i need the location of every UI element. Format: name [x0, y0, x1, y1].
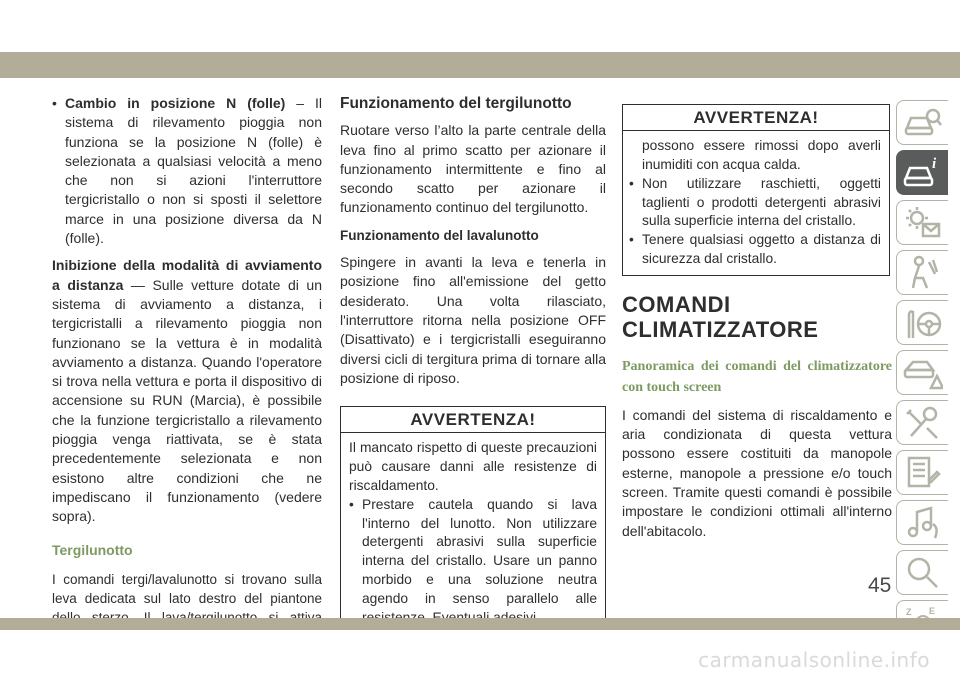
bullet-dot: •: [629, 175, 634, 191]
svg-text:i: i: [931, 155, 936, 172]
warning-bullet: [629, 231, 881, 269]
section-title-line-1: COMANDI: [622, 291, 731, 317]
warning-bullet: [629, 175, 881, 231]
tab-safety[interactable]: [896, 250, 948, 295]
chapter-tabs: [896, 100, 960, 650]
heading-rear-washer-operation: Funzionamento del lavalunotto: [340, 227, 539, 243]
bullet-dot: •: [349, 496, 354, 512]
warning-body: [623, 131, 889, 275]
warning-continuation-text: possono essere rimossi dopo averli inumiditi con acqua calda.: [642, 138, 881, 173]
paragraph-rear-wiper-operation: Ruotare verso l’alto la parte centrale della leva fino al primo scatto per azionare il funzionamento intermittente e fino al secondo scatto per azionare il funzionamento continuo del tergilunotto.: [340, 122, 606, 216]
section-title: [622, 292, 892, 342]
tab-emergency[interactable]: [896, 350, 948, 395]
car-info-icon: [903, 154, 943, 192]
tab-car-info[interactable]: [896, 150, 948, 195]
index-letter-e: E: [928, 605, 935, 616]
watermark: carmanualsonline.info: [698, 648, 930, 672]
bullet-dot: •: [629, 232, 634, 248]
bullet-neutral-text: – Il sistema di rilevamento pioggia non funziona se la posizione N (folle) è selezionata a qualsiasi velocità a meno che non si azioni l'interruttore tergicristallo o non si sposti il selettore marce in una posizione diversa da N (folle).: [65, 95, 322, 247]
warning-body: [341, 433, 605, 633]
paragraph-remote-start: [52, 256, 322, 526]
tab-warning-lights[interactable]: [896, 200, 948, 245]
start-steering-icon: [903, 304, 943, 342]
tab-multimedia[interactable]: [896, 500, 948, 545]
paragraph-climate-overview: I comandi del sistema di riscaldamento e aria condizionata di questa vettura possono essere costituiti da manopole esterne, manopole a pressione e/o touch screen. Tramite questi comandi è possibile impostare le condizioni ottimali all'interno dell'abitacolo.: [622, 406, 892, 539]
bullet-dot: •: [52, 95, 57, 111]
warning-title: AVVERTENZA!: [623, 105, 889, 131]
heading-rear-wiper-operation: Funzionamento del tergilunotto: [340, 95, 572, 112]
warning-bullet-text: Tenere qualsiasi oggetto a distanza di sicurezza dal cristallo.: [642, 232, 881, 267]
page-number: 45: [868, 574, 892, 597]
top-band: [0, 52, 960, 78]
tab-car-search[interactable]: [896, 100, 948, 145]
warning-box-1: [340, 406, 606, 634]
warning-triangle-icon: [903, 354, 943, 392]
warning-light-mail-icon: [903, 204, 943, 242]
warning-title: AVVERTENZA!: [341, 407, 605, 433]
warning-bullet-text: Prestare cautela quando si lava l'interno del lunotto. Non utilizzare detergenti abrasivi sulla superficie interna del cristallo. Usare un panno morbido e una soluzione neutra agendo in senso parallelo alle: [362, 496, 597, 606]
remote-start-title: Inibizione della modalità di avviamento a distanza: [52, 257, 322, 293]
bottom-band: [0, 618, 960, 630]
column-2: [340, 94, 606, 634]
bullet-neutral-title: Cambio in posizione N (folle): [65, 95, 286, 111]
column-1: [52, 94, 322, 674]
car-search-icon: [903, 104, 943, 142]
remote-start-text: — Sulle vetture dotate di un sistema di avviamento a distanza, i tergicristalli a rilevamento pioggia non funzionano se la vettura è in modalità avviamento a distanza. Quando l'operatore si trova nella vettura e porta il dispositivo di accensione su RUN (Marcia), è possibile che la funzione tergicristallo a rilevamento pioggia venga riattivata, se è stata precedentemente selezionata e non esistono altre condizioni che ne impediscano il funzionamento (vedere sopra).: [52, 276, 322, 525]
warning-box-2: [622, 104, 890, 276]
person-airbag-icon: [903, 254, 943, 292]
heading-tergilunotto: Tergilunotto: [52, 541, 133, 558]
tab-customer-assistance[interactable]: [896, 550, 948, 595]
warning-bullet-text: Non utilizzare raschietti, oggetti taglienti o prodotti detergenti abrasivi sulla superficie interna del cristallo.: [642, 175, 881, 229]
subsection-title: Panoramica dei comandi del climatizzatore con touch screen: [622, 358, 892, 395]
tab-specs[interactable]: [896, 450, 948, 495]
magnifier-icon: [903, 554, 943, 592]
section-title-line-2: CLIMATIZZATORE: [622, 316, 819, 342]
list-icon: [903, 454, 943, 492]
index-letter-z: Z: [905, 606, 911, 617]
warning-bullet: [349, 496, 597, 628]
wrench-icon: [903, 404, 943, 442]
paragraph-rear-washer-operation: Spingere in avanti la leva e tenerla in posizione fino all'emissione del getto desiderato. Una volta rilasciato, l'interruttore ritorna nella posizione OFF (Disattivato) e i tergicristalli eseguiranno diversi cicli di tergitura prima di tornare alla posizione di riposo.: [340, 254, 606, 386]
column-3: [622, 104, 892, 549]
warning-paragraph: Il mancato rispetto di queste precauzioni può causare danni alle resistenze di riscaldamento.: [349, 440, 597, 494]
music-map-icon: [903, 504, 943, 542]
warning-continuation: [629, 137, 881, 175]
tab-start-drive[interactable]: [896, 300, 948, 345]
tab-service[interactable]: [896, 400, 948, 445]
paragraph-rear-wiper: I comandi tergi/lavalunotto si trovano sulla leva dedicata sul lato destro del piantone: [52, 571, 322, 607]
bullet-neutral-gear: [52, 94, 322, 248]
